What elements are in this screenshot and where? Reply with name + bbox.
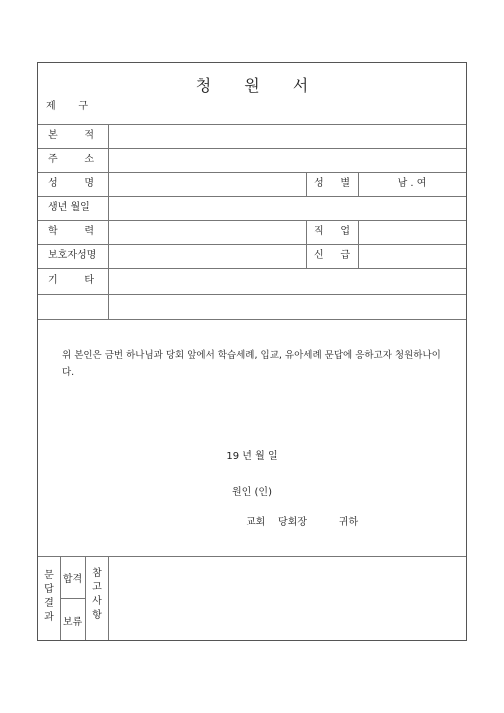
subject-label (46, 97, 88, 112)
label-char: 신 (314, 250, 324, 261)
label-domicile (48, 124, 94, 148)
label-education (48, 220, 94, 244)
petition-form (37, 62, 467, 641)
label-rank (314, 244, 350, 268)
label-guardian-text: 보호자성명 (48, 250, 97, 261)
guardian-field[interactable] (109, 245, 306, 268)
label-birth (48, 196, 108, 220)
exam-result-text: 문답결과 (44, 570, 54, 623)
label-name (48, 172, 94, 196)
remarks-field[interactable] (109, 557, 466, 640)
label-char: 소 (84, 154, 94, 165)
other-field[interactable] (109, 269, 466, 294)
label-char: 별 (340, 178, 350, 189)
rank-field[interactable] (359, 245, 466, 268)
divider (85, 556, 86, 640)
pass-label: 합격 (62, 574, 83, 585)
label-char: 학 (48, 226, 58, 237)
label-char: 업 (340, 226, 350, 237)
label-char: 성 (314, 178, 324, 189)
divider (306, 172, 307, 196)
applicant-line: 원인 (인) (232, 487, 272, 498)
occupation-field[interactable] (359, 221, 466, 244)
label-birth-text: 생년 월일 (48, 202, 90, 213)
address-field[interactable] (109, 149, 466, 172)
birth-field[interactable] (109, 197, 466, 220)
label-char: 기 (48, 275, 58, 286)
label-char: 제 (46, 101, 56, 112)
label-char: 력 (84, 226, 94, 237)
date-line: 19 년 월 일 (226, 451, 278, 462)
name-field[interactable] (109, 173, 306, 196)
divider (60, 598, 85, 599)
label-char: 성 (48, 178, 58, 189)
gender-value: 남 . 여 (397, 178, 427, 189)
divider (38, 319, 466, 320)
addressee-line: 교회 당회장 귀하 (246, 517, 359, 528)
label-char: 명 (84, 178, 94, 189)
form-title: 청 원 서 (195, 76, 323, 95)
education-field[interactable] (109, 221, 306, 244)
remarks-text: 참고사항 (92, 568, 102, 621)
domicile-field[interactable] (109, 125, 466, 148)
label-char: 타 (84, 275, 94, 286)
label-other (48, 268, 94, 294)
label-char: 급 (340, 250, 350, 261)
label-char: 직 (314, 226, 324, 237)
remarks-label (87, 567, 107, 623)
statement-text: 위 본인은 금번 하나님과 당회 앞에서 학습세례, 입교, 유아세례 문답에 응하고자 청원하나이다. (62, 350, 441, 378)
label-guardian (48, 244, 108, 268)
divider (306, 220, 307, 268)
label-gender (314, 172, 350, 196)
label-char: 주 (48, 154, 58, 165)
label-char: 본 (48, 130, 58, 141)
label-char: 적 (84, 130, 94, 141)
label-address (48, 148, 94, 172)
label-occupation (314, 220, 350, 244)
exam-result-label (40, 569, 58, 625)
label-char: 구 (78, 101, 88, 112)
hold-label: 보류 (62, 617, 83, 628)
other-field-2[interactable] (109, 295, 466, 319)
